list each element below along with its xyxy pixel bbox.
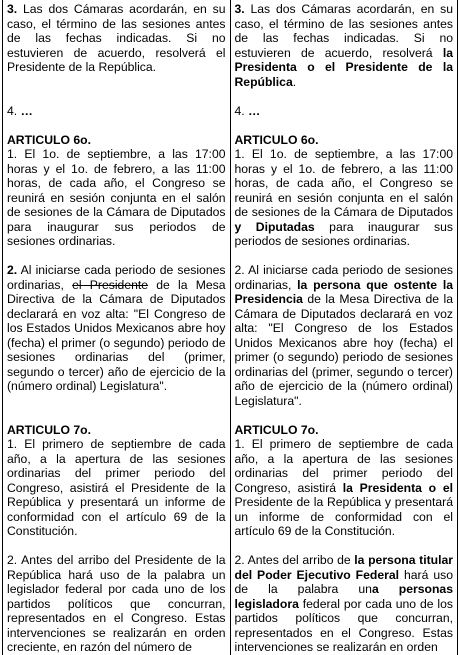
left-article-6-paragraph-1: 1. El 1o. de septiembre, a las 17:00 horas y el 1o. de febrero, a las 11:00 horas, de cada año, el Congreso se reunirá en sesión conjunta en el salón de sesiones de la Cámara de Diputados para inaugurar sus periodos de sesiones ordinarias.: [7, 147, 226, 248]
right-paragraph-4: 4. …: [234, 103, 261, 118]
comparison-table: [2, 0, 458, 655]
left-article-7-paragraph-1: 1. El primero de septiembre de cada año, a la apertura de las sesiones ordinarias del primer periodo del Congreso, asistirá el Presidente de la República y presentará un informe de conformidad con el artículo 69 de la Constitución.: [7, 437, 226, 538]
left-paragraph-3: 3. Las dos Cámaras acordarán, en su caso, el término de las sesiones antes de las fechas indicadas. Si no estuvieren de acuerdo, resolverá el Presidente de la República.: [7, 2, 226, 74]
current-text-column: [3, 0, 231, 655]
left-article-6-paragraph-2: 2. Al iniciarse cada periodo de sesiones ordinarias, el Presidente de la Mesa Directiva de la Cámara de Diputados declarará en voz alta: "El Congreso de los Estados Unidos Mexicanos abre hoy (fecha) el primer (o segundo) periodo de sesiones ordinarias del (primer, segundo o tercer) año de ejercicio de la (número ordinal) Legislatura".: [7, 263, 226, 393]
right-article-7-paragraph-1: 1. El primero de septiembre de cada año, a la apertura de las sesiones ordinarias del primer periodo del Congreso, asistirá la Presidenta o el Presidente de la República y presentará un informe de conformidad con el artículo 69 de la Constitución.: [234, 437, 453, 538]
proposed-text-column: [230, 0, 458, 655]
left-article-7-paragraph-2: 2. Antes del arribo del Presidente de la República hará uso de la palabra un legislador federal por cada uno de los partidos políticos que concurran, representados en el Congreso. Estas intervenciones se realizarán en orden creciente, en razón del número de: [7, 553, 226, 654]
right-article-6-paragraph-2: 2. Al iniciarse cada periodo de sesiones ordinarias, la persona que ostente la Presidencia de la Mesa Directiva de la Cámara de Diputados declarará en voz alta: "El Congreso de los Estados Unidos Mexicanos abre hoy (fecha) el primer (o segundo) periodo de sesiones ordinarias del (primer, segundo o tercer) año de ejercicio de la (número ordinal) Legislatura".: [234, 263, 453, 408]
right-article-7-heading: ARTICULO 7o.: [234, 422, 319, 437]
paragraph-number: 3.: [7, 2, 18, 16]
left-paragraph-4: 4. …: [7, 103, 33, 118]
struck-text: el Presidente: [72, 277, 149, 292]
right-article-6-heading: ARTICULO 6o.: [234, 132, 319, 147]
left-article-7-heading: ARTICULO 7o.: [7, 422, 91, 437]
left-article-6-heading: ARTICULO 6o.: [7, 132, 91, 147]
right-paragraph-3: 3. Las dos Cámaras acordarán, en su caso, el término de las sesiones antes de las fechas indicadas. Si no estuvieren de acuerdo, resolverá la Presidenta o el Presidente de la República.: [234, 2, 453, 89]
right-article-7-paragraph-2: 2. Antes del arribo de la persona titular del Poder Ejecutivo Federal hará uso de la palabra una personas legisladora federal por cada uno de los partidos políticos que concurran, representados en el Congreso. Estas intervenciones se realizarán en orden: [234, 553, 453, 654]
right-article-6-paragraph-1: 1. El 1o. de septiembre, a las 17:00 horas y el 1o. de febrero, a las 11:00 horas, de cada año, el Congreso se reunirá en sesión conjunta en el salón de sesiones de la Cámara de Diputados y Diputadas para inaugurar sus periodos de sesiones ordinarias.: [234, 147, 453, 248]
